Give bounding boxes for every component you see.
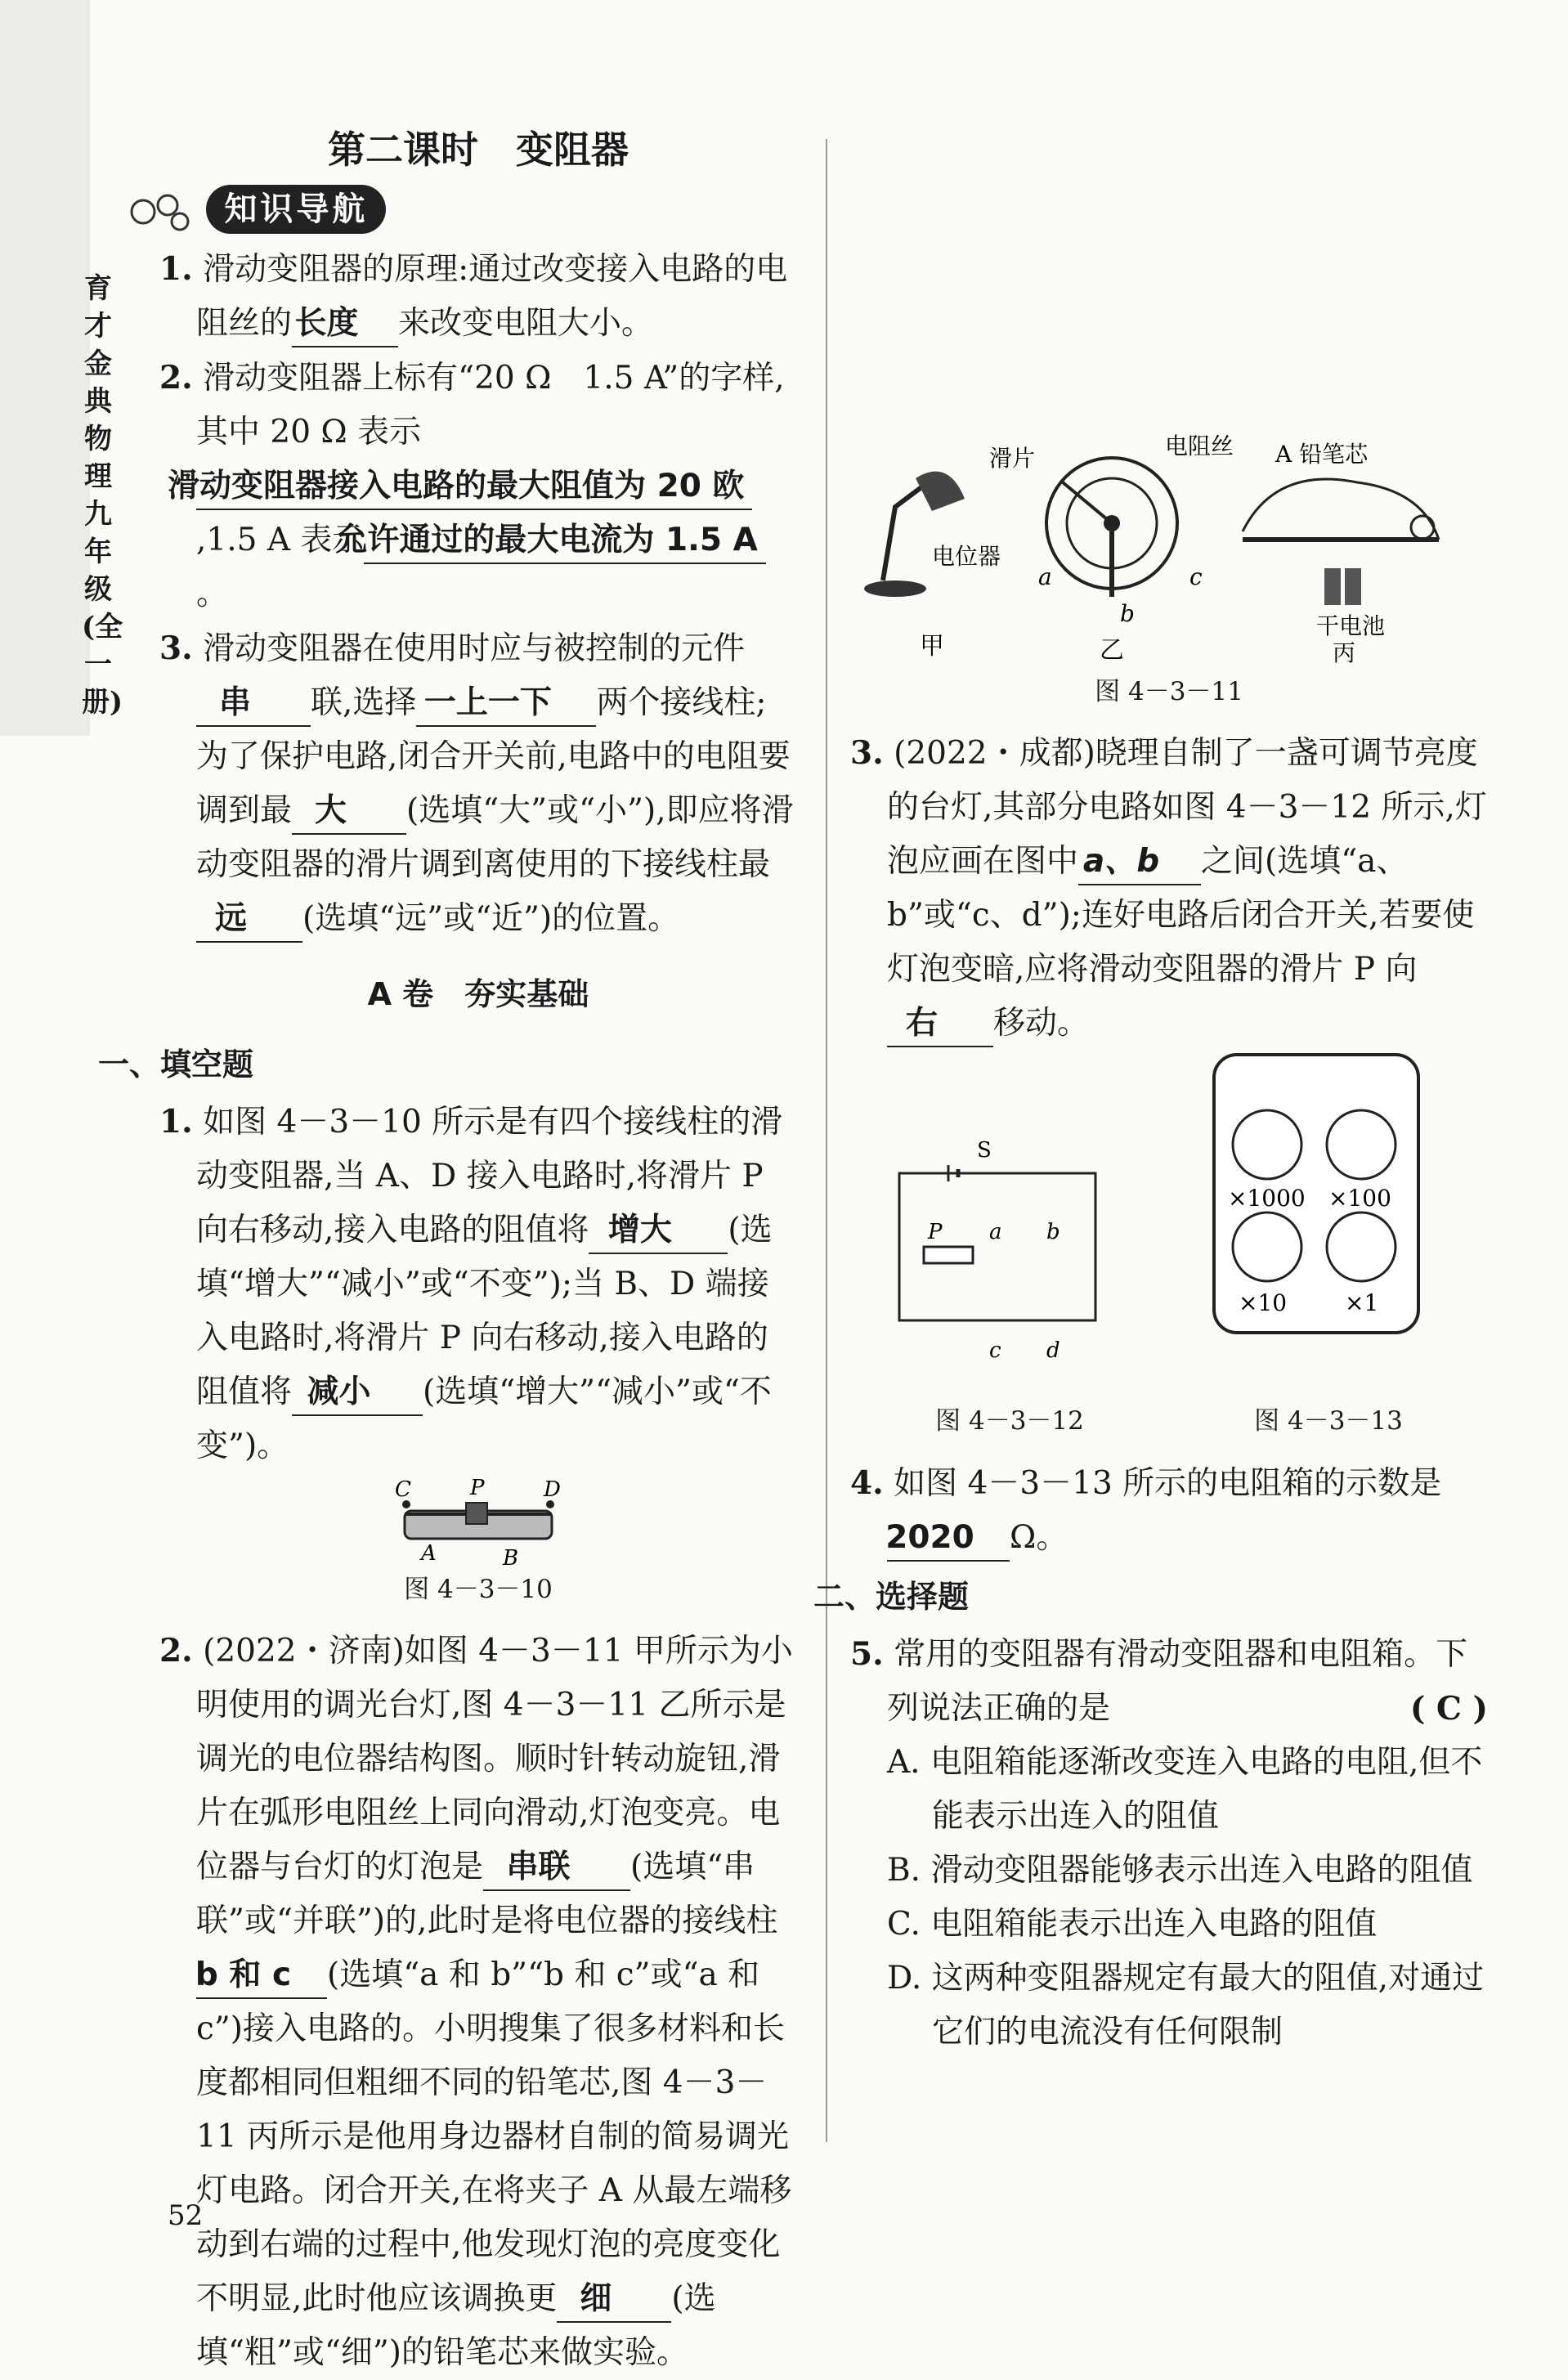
label-d: d (1046, 1338, 1060, 1363)
answer-blank: a、b (1078, 840, 1201, 885)
option-c: C. 电阻箱能表示出连入电路的阻值 (887, 1906, 1378, 1943)
choice-answer: ( C ) (1409, 1690, 1488, 1728)
label-a: a (1038, 563, 1052, 590)
option-a: A. 电阻箱能逐渐改变连入电路的电阻,但不能表示出连入的阻值 (887, 1744, 1483, 1835)
answer-blank: 大 (292, 789, 406, 835)
fill-q4: 4. 如图 4－3－13 所示的电阻箱的示数是2020 Ω。 (850, 1456, 1488, 1565)
label-a-qianbixin: A 铅笔芯 (1275, 441, 1369, 468)
fill-q1: 1. 如图 4－3－10 所示是有四个接线柱的滑动变阻器,当 A、D 接入电路时,将滑片 P 向右移动,接入电路的阻值将 增大 (选填“增大”“减小”或“不变”);当 B、D 端接入电路时,将滑片 P 向右移动,接入电路的阻值将 减小 (选填“增大”“减小”或“不变”)。 (159, 1103, 783, 1464)
label-dianweiqi: 电位器 (932, 543, 1001, 570)
label-p: P (928, 1220, 943, 1244)
answer-blank: 串联 (483, 1845, 630, 1891)
figure-12 (883, 1132, 1128, 1378)
choice-q5: 5. 常用的变阻器有滑动变阻器和电阻箱。下列说法正确的是 ( C ) (850, 1627, 1488, 1736)
label-yi: 乙 (1100, 636, 1124, 665)
knowledge-nav-badge: 知识导航 (206, 185, 386, 234)
label-x1: ×1 (1345, 1289, 1379, 1316)
choice-heading: 二、选择题 (813, 1579, 970, 1615)
flower-icon (123, 187, 196, 236)
knowledge-q1: 1. 滑动变阻器的原理:通过改变接入电路的电阻丝的长度 来改变电阻大小。 (159, 242, 797, 351)
knowledge-q3: 3. 滑动变阻器在使用时应与被控制的元件串 联,选择 一上一下 两个接线柱;为了保护电路,闭合开关前,电路中的电阻要调到最 大 (选填“大”或“小”),即应将滑动变阻器的滑片调到离使用的下接线柱最远 (选填“远”或“近”)的位置。 (159, 621, 797, 946)
sidebar-series-text: 育才金典 物理 九年级(全一册) (82, 272, 123, 719)
figure-13-resistance-box (1210, 1051, 1422, 1353)
answer-blank: 长度 (292, 302, 398, 347)
right-column (813, 123, 1488, 2060)
label-x10: ×10 (1239, 1289, 1288, 1316)
label-ganchi: 干电池 (1316, 612, 1386, 639)
answer-blank: 减小 (292, 1370, 423, 1416)
answer-blank: 远 (196, 897, 302, 943)
fill-heading: 一、填空题 (98, 1047, 254, 1082)
label-c: C (395, 1477, 411, 1502)
option-d: D. 这两种变阻器规定有最大的阻值,对通过它们的电流没有任何限制 (887, 1960, 1485, 2051)
figure-12-13-row (850, 1051, 1488, 1394)
column-divider (826, 139, 827, 2142)
label-x1000: ×1000 (1228, 1185, 1306, 1212)
figure-caption-13: 图 4－3－13 (1254, 1406, 1403, 1436)
sidebar-pattern (0, 0, 90, 736)
answer-blank: 细 (557, 2277, 671, 2323)
answer-blank: 串 (196, 681, 311, 727)
figure-rheostat (388, 1476, 568, 1571)
label-a: A (421, 1541, 437, 1566)
label-jia: 甲 (920, 632, 944, 661)
answer-blank: 允许通过的最大电流为 1.5 A (364, 518, 765, 564)
label-huapian: 滑片 (989, 445, 1036, 472)
figure-caption-10: 图 4－3－10 (404, 1575, 553, 1604)
fill-q2: 2. (2022・济南)如图 4－3－11 甲所示为小明使用的调光台灯,图 4－3－11 乙所示是调光的电位器结构图。顺时针转动旋钮,滑片在弧形电阻丝上同向滑动,灯泡变亮。电位器与台灯的灯泡是 串联 (选填“串联”或“并联”)的,此时是将电位器的接线柱b 和 c (选填“a 和 b”“b 和 c”或“a 和 c”)接入电路的。小明搜集了很多材料和长度都相同但粗细不同的铅笔芯,图 4－3－11 丙所示是他用身边器材自制的简易调光灯电路。闭合开关,在将夹子 A 从最左端移动到右端的过程中,他发现灯泡的亮度变化不明显,此时他应该调换更 细 (选填“粗”或“细”)的铅笔芯来做实验。 (159, 1632, 793, 2371)
label-b: b (1120, 600, 1135, 627)
label-d: D (544, 1477, 561, 1502)
figure-caption-12: 图 4－3－12 (935, 1406, 1084, 1436)
answer-blank: 右 (887, 1002, 993, 1047)
figure-11 (850, 433, 1472, 670)
section-a-heading: A 卷 夯实基础 (367, 976, 589, 1012)
option-b: B. 滑动变阻器能够表示出连入电路的阻值 (887, 1852, 1473, 1889)
page-number: 52 (168, 2199, 204, 2232)
answer-blank: 增大 (589, 1208, 728, 1254)
label-b: B (503, 1546, 519, 1571)
label-c: c (989, 1338, 1001, 1363)
label-s: S (977, 1138, 992, 1163)
label-x100: ×100 (1328, 1185, 1391, 1212)
label-c: c (1189, 563, 1203, 590)
label-dianzusi: 电阻丝 (1165, 433, 1234, 459)
label-p: P (470, 1476, 485, 1500)
answer-blank: 滑动变阻器接入电路的最大阻值为 20 欧 (196, 464, 752, 510)
answer-blank: 2020 (887, 1516, 1010, 1562)
figure-captions-row (850, 1394, 1488, 1448)
knowledge-q2: 2. 滑动变阻器上标有“20 Ω 1.5 A”的字样,其中 20 Ω 表示滑动变阻器接入电路的最大阻值为 20 欧,1.5 A 表示允许通过的最大电流为 1.5 A。 (159, 359, 785, 612)
answer-blank: b 和 c (196, 1953, 327, 1999)
sidebar (0, 0, 123, 2273)
figure-caption-11: 图 4－3－11 (1095, 677, 1243, 706)
label-bing: 丙 (1333, 639, 1356, 666)
lesson-title: 第二课时 变阻器 (328, 128, 629, 172)
label-a: a (989, 1220, 1002, 1244)
fill-q3: 3. (2022・成都)晓理自制了一盏可调节亮度的台灯,其部分电路如图 4－3－12 所示,灯泡应画在图中 a、b 之间(选填“a、b”或“c、d”);连好电路后闭合开关,若要使灯泡变暗,应将滑动变阻器的滑片 P 向右 移动。 (850, 726, 1488, 1051)
answer-blank: 一上一下 (416, 681, 596, 727)
label-b: b (1046, 1220, 1060, 1244)
